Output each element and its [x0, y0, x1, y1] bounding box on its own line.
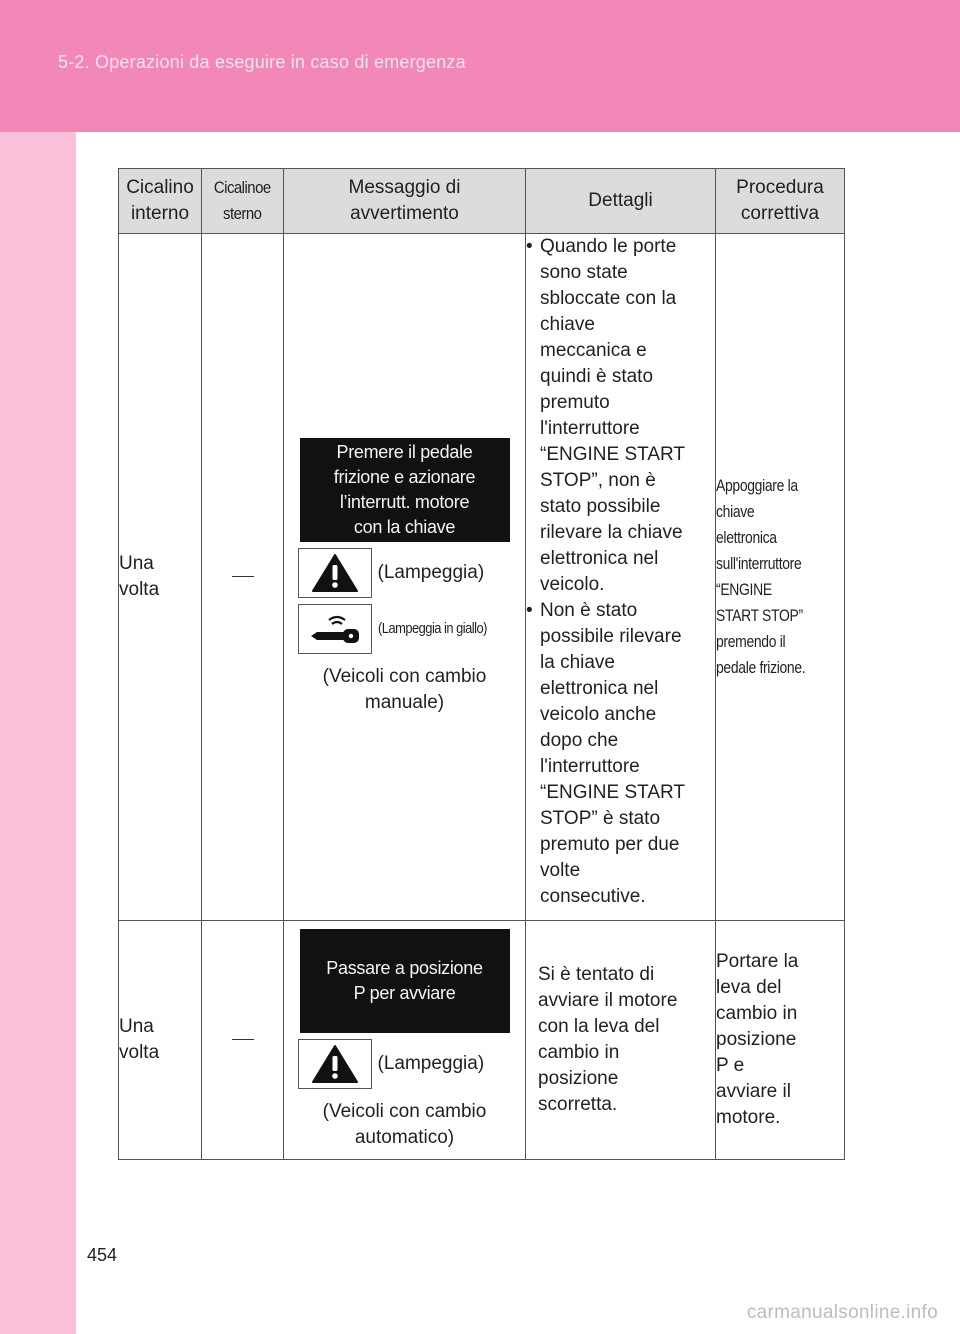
external-buzzer-cell: [202, 234, 284, 921]
warning-table: [118, 168, 845, 1160]
section-title: 5-2. Operazioni da eseguire in caso di emergenza: [58, 52, 466, 72]
smart-key-icon: [298, 604, 372, 654]
procedure-cell: Portare la leva del cambio in posizione P e avviare il motore.: [716, 921, 845, 1160]
table-header-row: [119, 169, 845, 234]
table-row: [119, 921, 845, 1160]
page-header: [0, 0, 960, 132]
display-message-box: Premere il pedale frizione e azionare l’interrutt. motore con la chiave: [300, 438, 510, 542]
vehicle-note: (Veicoli con cambio manuale): [322, 666, 487, 713]
col-header-warning-message: Messaggio di avvertimento: [284, 169, 526, 234]
col-header-internal-buzzer: Cicalino interno: [119, 169, 202, 234]
col-header-external-buzzer: Cicalinoe sterno: [202, 169, 284, 234]
page-number: 454: [87, 1245, 118, 1265]
indicator-row: [298, 1039, 512, 1089]
details-cell: Si è tentato di avviare il motore con la leva del cambio in posizione scorretta.: [526, 921, 716, 1160]
procedure-cell: Appoggiare la chiave elettronica sull'interruttore “ENGINE START STOP” premendo il pedale frizione.: [716, 234, 845, 921]
indicator-row: [298, 604, 512, 654]
none-dash: [232, 1039, 254, 1040]
indicator-label: (Lampeggia): [377, 562, 485, 583]
warning-message-cell: [284, 234, 526, 921]
detail-bullet: • Quando le porte sono state sbloccate con la chiave meccanica e quindi è stato premuto l'interruttore “ENGINE START STOP”, non è stato possibile rilevare la chiave elettronica nel veicolo.: [526, 234, 715, 598]
side-tab: [0, 132, 76, 1334]
indicator-label: (Lampeggia): [377, 1053, 485, 1074]
col-header-details: Dettagli: [526, 169, 716, 234]
detail-bullet: • Non è stato possibile rilevare la chiave elettronica nel veicolo anche dopo che l'interruttore “ENGINE START STOP” è stato premuto per due volte consecutive.: [526, 598, 715, 910]
details-cell: [526, 234, 716, 921]
internal-buzzer-cell: Una volta: [119, 921, 202, 1160]
warning-triangle-icon: [298, 548, 372, 598]
warning-triangle-icon: [298, 1039, 372, 1089]
indicator-label: (Lampeggia in giallo): [377, 620, 487, 637]
watermark: carmanualsonline.info: [746, 1302, 938, 1323]
indicator-row: [298, 548, 512, 598]
warning-message-cell: [284, 921, 526, 1160]
vehicle-note: (Veicoli con cambio automatico): [322, 1101, 487, 1148]
none-dash: [232, 576, 254, 577]
display-message-box: Passare a posizione P per avviare: [300, 929, 510, 1033]
table-row: [119, 234, 845, 921]
col-header-procedure: Procedura correttiva: [716, 169, 845, 234]
internal-buzzer-cell: Una volta: [119, 234, 202, 921]
external-buzzer-cell: [202, 921, 284, 1160]
